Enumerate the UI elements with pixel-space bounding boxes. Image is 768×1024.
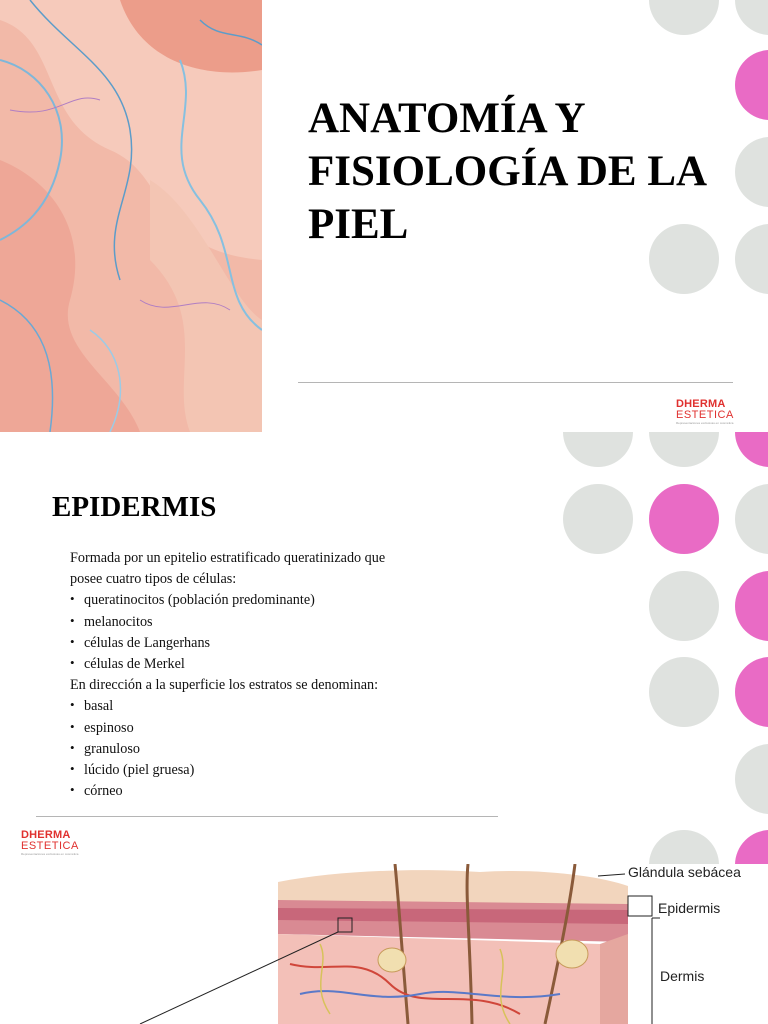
decor-dot (735, 657, 768, 727)
divider (298, 382, 733, 383)
decor-dot (649, 224, 719, 294)
decor-dot (735, 432, 768, 467)
cell-type-item: • queratinocitos (población predominante) (70, 590, 460, 611)
stratum-item: • granuloso (70, 739, 460, 760)
decor-dot (735, 744, 768, 814)
slide-title (0, 0, 768, 432)
divider (36, 816, 498, 817)
cell-type-item: • melanocitos (70, 612, 460, 633)
stratum-item: • lúcido (piel gruesa) (70, 760, 460, 781)
decor-dot (649, 571, 719, 641)
stratum-item: • espinoso (70, 718, 460, 739)
strata-intro: En dirección a la superficie los estratos se denominan: (70, 677, 379, 694)
decor-dot (735, 224, 768, 294)
decor-dot (735, 571, 768, 641)
decor-dot (649, 432, 719, 467)
decor-dot (735, 484, 768, 554)
decor-dot (735, 830, 768, 864)
decor-dot (563, 484, 633, 554)
decor-dot (649, 0, 719, 35)
decor-dot (649, 657, 719, 727)
intro-line: Formada por un epitelio estratificado queratinizado que (70, 550, 386, 566)
decor-dot (735, 137, 768, 207)
decor-dot (735, 50, 768, 120)
marble-image (0, 0, 262, 432)
company-logo: DHERMA ESTETICA Representaciones exclusivas en cosmética (21, 829, 79, 856)
epidermis-label: Epidermis (658, 900, 721, 916)
cell-type-item: • células de Langerhans (70, 633, 460, 654)
cell-type-item: • células de Merkel (70, 654, 460, 675)
decor-dot (563, 432, 633, 467)
presentation-title: ANATOMÍA Y FISIOLOGÍA DE LA PIEL (308, 95, 705, 248)
slide-skin-diagram (0, 864, 768, 1024)
intro-line: posee cuatro tipos de células: (70, 571, 237, 588)
company-logo: DHERMA ESTETICA Representaciones exclusivas en cosmética (676, 398, 734, 425)
stratum-item: • basal (70, 696, 460, 717)
decor-dot (735, 0, 768, 35)
decor-dot (649, 484, 719, 554)
slide-heading: EPIDERMIS (52, 491, 217, 523)
stratum-item: • córneo (70, 781, 460, 802)
gland-label: Glándula sebácea (628, 864, 741, 880)
slide-body (70, 548, 460, 802)
skin-cross-section-illustration (0, 864, 768, 1024)
dermis-label: Dermis (660, 968, 705, 984)
decor-dot (649, 830, 719, 864)
